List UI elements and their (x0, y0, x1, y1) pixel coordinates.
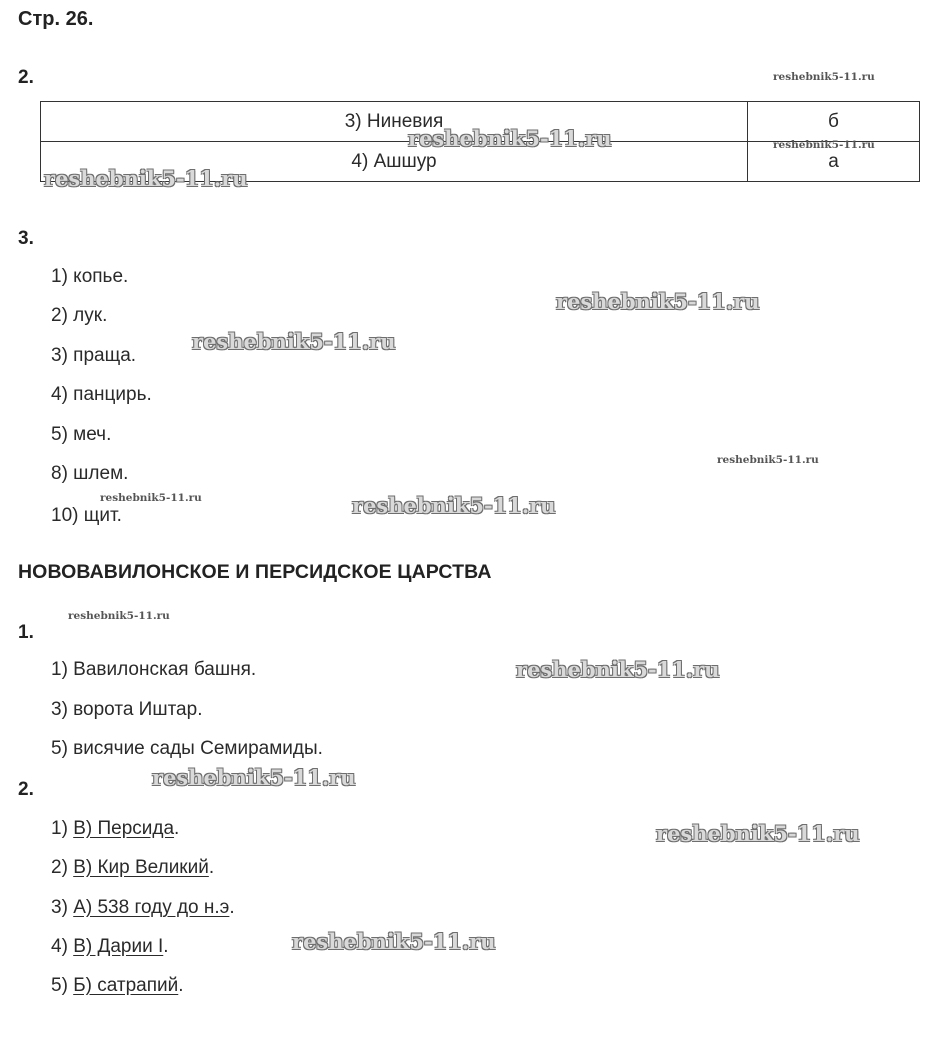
item-suffix: . (208, 857, 215, 878)
list-item: 3) ворота Иштар. (51, 699, 203, 720)
watermark: reshebnik5-11.ru (773, 71, 875, 83)
watermark: reshebnik5-11.ru (656, 821, 860, 846)
task-number: 2. (18, 67, 34, 88)
watermark: reshebnik5-11.ru (152, 765, 356, 790)
answer-item (51, 936, 169, 958)
table-cell: 3) Ниневия (41, 102, 748, 142)
list-item: 8) шлем. (51, 463, 129, 484)
table-row (41, 142, 920, 182)
answer-text: В) Кир Великий (73, 857, 209, 878)
table-cell: 4) Ашшур (41, 142, 748, 182)
table-cell: а (748, 142, 920, 182)
watermark: reshebnik5-11.ru (192, 329, 396, 354)
item-suffix: . (174, 818, 180, 839)
list-item: 3) праща. (51, 345, 137, 366)
watermark: reshebnik5-11.ru (100, 492, 202, 504)
section-title: НОВОВАВИЛОНСКОЕ И ПЕРСИДСКОЕ ЦАРСТВА (18, 561, 492, 583)
table-row (41, 102, 920, 142)
watermark: reshebnik5-11.ru (717, 454, 819, 466)
page-title: Стр. 26. (18, 8, 94, 30)
list-item: 4) панцирь. (51, 384, 152, 405)
watermark: reshebnik5-11.ru (68, 610, 170, 622)
item-prefix: 4) (51, 936, 74, 957)
list-item: 1) Вавилонская башня. (51, 659, 257, 680)
list-item: 1) копье. (51, 266, 129, 287)
answer-text: В) Персида (73, 818, 175, 839)
item-suffix: . (178, 975, 184, 996)
task-number: 2. (18, 779, 34, 800)
item-prefix: 2) (51, 857, 74, 878)
answer-item (51, 818, 179, 840)
watermark: reshebnik5-11.ru (292, 929, 496, 954)
task-number: 1. (18, 622, 34, 643)
answer-text: Б) сатрапий (73, 975, 179, 996)
item-suffix: . (229, 897, 235, 918)
watermark: reshebnik5-11.ru (44, 166, 248, 191)
list-item: 5) висячие сады Семирамиды. (51, 738, 323, 759)
list-item: 5) меч. (51, 424, 112, 445)
item-suffix: . (163, 936, 169, 957)
answer-item (51, 897, 235, 919)
watermark: reshebnik5-11.ru (773, 139, 875, 151)
item-prefix: 3) (51, 897, 74, 918)
task-number: 3. (18, 228, 34, 249)
table-cell: б (748, 102, 920, 142)
answer-text: В) Дарии I (73, 936, 164, 957)
answer-item (51, 857, 214, 879)
answer-item (51, 975, 184, 997)
item-prefix: 1) (51, 818, 74, 839)
watermark: reshebnik5-11.ru (352, 493, 556, 518)
watermark: reshebnik5-11.ru (556, 289, 760, 314)
list-item: 10) щит. (51, 505, 122, 526)
matching-table (40, 101, 920, 182)
watermark: reshebnik5-11.ru (408, 126, 612, 151)
answer-text: А) 538 году до н.э (73, 897, 230, 918)
list-item: 2) лук. (51, 305, 108, 326)
item-prefix: 5) (51, 975, 74, 996)
watermark: reshebnik5-11.ru (516, 657, 720, 682)
